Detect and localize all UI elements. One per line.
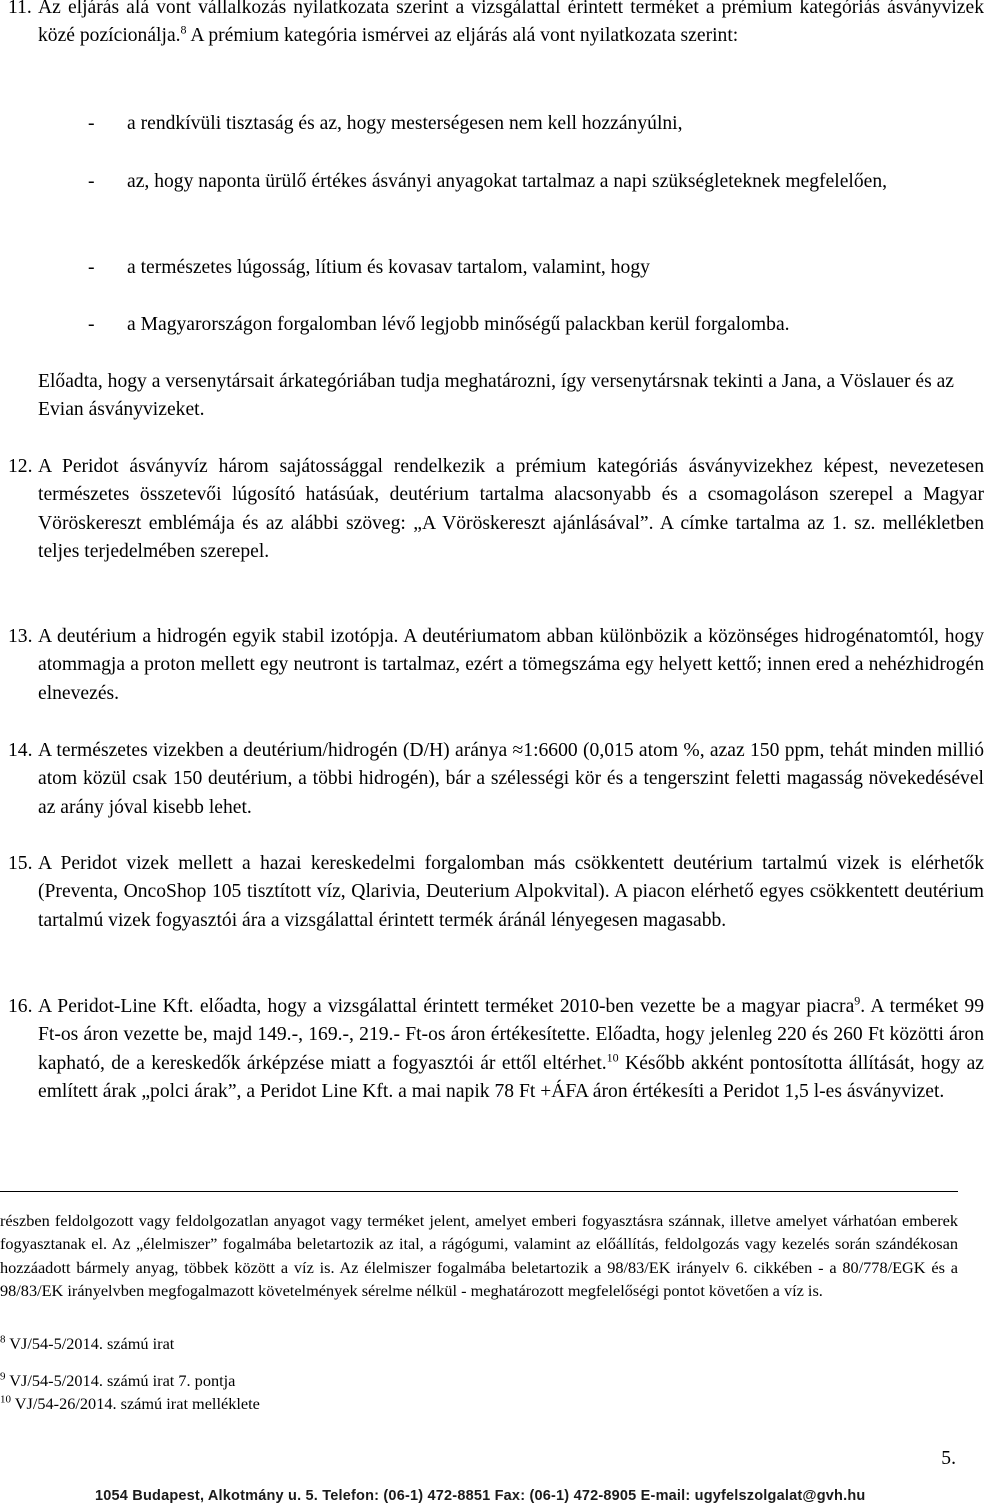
bullet-item: - a Magyarországon forgalomban lévő legjobb minőségű palackban kerül forgalomba. (88, 311, 954, 339)
footnote-9: $^9$ VJ/54-5/2014. számú irat 7. pontja (0, 1370, 236, 1390)
bullet-item: - a rendkívüli tisztaság és az, hogy mesterségesen nem kell hozzányúlni, (88, 110, 954, 138)
paragraph-text: A természetes vizekben a deutérium/hidrogén (D/H) aránya ≈1:6600 (0,015 atom %, azaz 150 ppm, tehát minden millió atom közül csak 150 deutérium, a többi hidrogén), bár a szélességi kör és a tengerszint feletti magasság növekedésével az arány jóval kisebb lehet. (38, 740, 984, 818)
footnote-separator (0, 1191, 958, 1192)
paragraph-11-continuation: Előadta, hogy a versenytársait árkategóriában tudja meghatározni, így versenytársnak tekinti a Jana, a Vöslauer és az Evian ásványvizeket. (38, 371, 954, 421)
footnote-ref-8: 8 (180, 22, 187, 37)
bullet-dash: - (88, 113, 95, 134)
page-number: 5. (941, 1448, 956, 1469)
paragraph-text: Az eljárás alá vont vállalkozás nyilatkozata szerint a vizsgálattal érintett terméket a prémium kategóriás ásványvizek közé pozícionálja.$^8$ A prémium kategória ismérvei az eljárás alá vont nyilatkozata szerint: (38, 0, 984, 47)
page-footer-address: 1054 Budapest, Alkotmány u. 5. Telefon: (06-1) 472-8851 Fax: (06-1) 472-8905 E-mail: ugyfelszolgalat@gvh.hu (95, 1488, 866, 1504)
bullet-dash: - (88, 314, 95, 335)
paragraph-text: A Peridot vizek mellett a hazai kereskedelmi forgalomban más csökkentett deutérium tartalmú vizek is elérhetők (Preventa, OncoShop 105 tisztított víz, Qlarivia, Deuterium Alpokvital). A piacon elérhető egyes csökkentett deutérium tartalmú vizek fogyasztói ára a vizsgálattal érintett termék áránál lényegesen magasabb. (38, 853, 984, 931)
bullet-dash: - (88, 171, 95, 192)
paragraph-number: 11. (8, 0, 32, 18)
paragraph-number: 15. (8, 853, 33, 874)
bullet-item: - az, hogy naponta ürülő értékes ásványi anyagokat tartalmaz a napi szükségleteknek megfelelően, (88, 168, 954, 196)
paragraph-text: A Peridot-Line Kft. előadta, hogy a vizsgálattal érintett terméket 2010-ben vezette be a magyar piacra$^9$. A terméket 99 Ft-os áron vezette be, majd 149.-, 169.-, 219.- Ft-os áron értékesítette. Előadta, hogy jelenleg 220 és 260 Ft közötti áron kapható, de a kereskedők árképzése miatt a fogyasztói ár ettől eltérhet.$^{10}$ Később akként pontosította állítását, hogy az említett árak „polci árak”, a Peridot Line Kft. a mai napik 78 Ft +ÁFA áron értékesíti a Peridot 1,5 l-es ásványvizet. (38, 993, 984, 1103)
footnote-ref-10: 10 (606, 1050, 619, 1065)
paragraph-text: A Peridot ásványvíz három sajátossággal rendelkezik a prémium kategóriás ásványvizekhez képest, nevezetesen természetes összetevői lúgosító hatásúak, deutérium tartalma alacsonyabb és a csomagoláson szerepel a Magyar Vöröskereszt emblémája és az alábbi szöveg: „A Vöröskereszt ajánlásával”. A címke tartalma az 1. sz. mellékletben teljes terjedelmében szerepel. (38, 456, 984, 563)
paragraph-14 (8, 737, 984, 822)
paragraph-12 (8, 453, 984, 567)
paragraph-number: 14. (8, 740, 33, 761)
paragraph-text: A deutérium a hidrogén egyik stabil izotópja. A deutériumatom abban különbözik a közönséges hidrogénatomtól, hogy atommagja a proton mellett egy neutront is tartalmaz, ezért a tömegszáma egy helyett kettő; innen ered a nehézhidrogén elnevezés. (38, 626, 984, 704)
paragraph-number: 12. (8, 456, 33, 477)
paragraph-number: 13. (8, 626, 33, 647)
bullet-item: - a természetes lúgosság, lítium és kovasav tartalom, valamint, hogy (88, 254, 954, 282)
footnote-ref-9: 9 (854, 993, 861, 1008)
paragraph-number: 16. (8, 996, 33, 1017)
bullet-dash: - (88, 257, 95, 278)
paragraph-15 (8, 850, 984, 935)
paragraph-13 (8, 623, 984, 708)
footnote-10: $^{10}$ VJ/54-26/2014. számú irat melléklete (0, 1393, 260, 1413)
footnote-8: $^8$ VJ/54-5/2014. számú irat (0, 1333, 175, 1353)
paragraph-11 (8, 0, 984, 51)
paragraph-16 (8, 993, 984, 1107)
footnote-continued: részben feldolgozott vagy feldolgozatlan anyagot vagy terméket jelent, amelyet emberi fogyasztásra szánnak, illetve amelyet várhatóan emberek fogyasztanak el. Az „élelmiszer” fogalmába beletartozik az ital, a rágógumi, valamint az előállítás, feldolgozás vagy kezelés során szándékosan hozzáadott bármely anyag, többek között a víz is. Az élelmiszer fogalmába beletartozik a 98/83/EK irányelv 6. cikkében - a 80/778/EGK és a 98/83/EK irányelvben megfogalmazott követelmények sérelme nélkül - meghatározott megfelelőségi pontot követően a víz is. (0, 1211, 958, 1301)
